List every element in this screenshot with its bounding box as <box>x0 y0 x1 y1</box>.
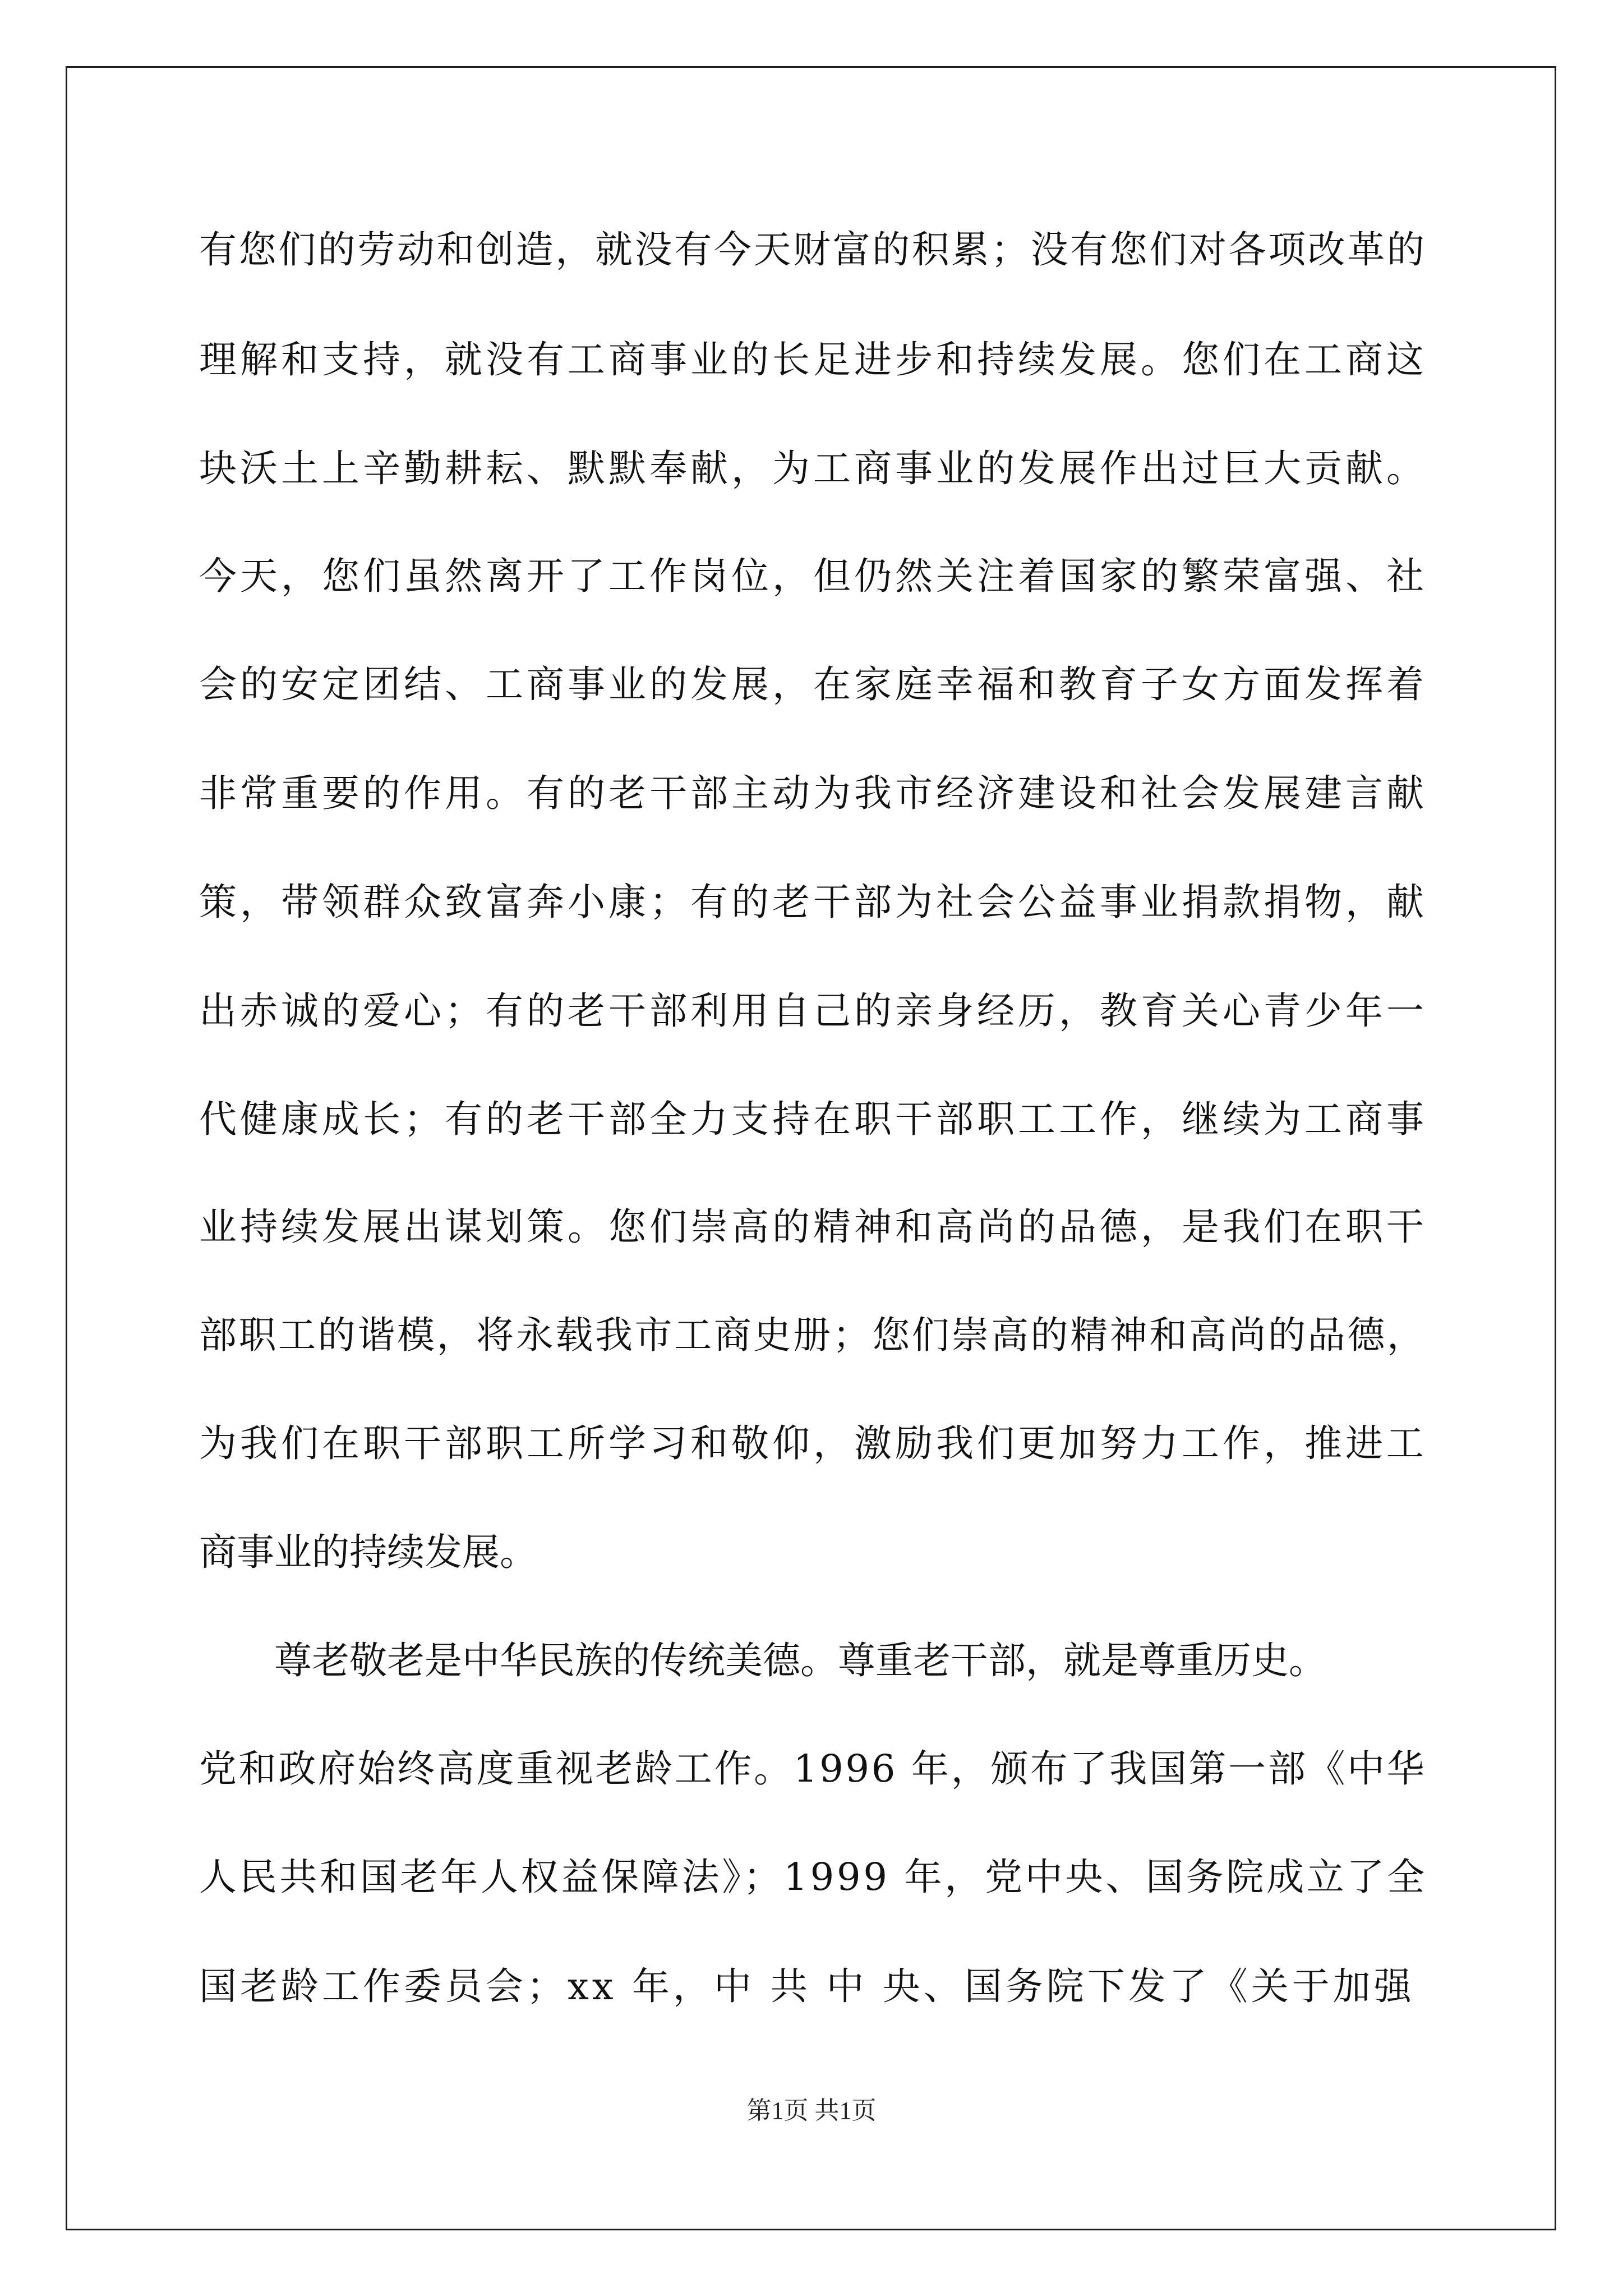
page-footer: 第1页 共1页 <box>746 2097 877 2124</box>
text-line: 非常重要的作用。有的老干部主动为我市经济建设和社会发展建言献 <box>199 771 1427 815</box>
text-line: 有您们的劳动和创造，就没有今天财富的积累；没有您们对各项改革的 <box>199 228 1427 272</box>
text-line: 商事业的持续发展。 <box>199 1530 537 1574</box>
text-line: 部职工的谐模，将永载我市工商史册；您们崇高的精神和高尚的品德， <box>199 1313 1427 1357</box>
paragraph-first-line: 尊老敬老是中华民族的传统美德。尊重老干部，就是尊重历史。 <box>274 1639 1326 1682</box>
text-line: 策，带领群众致富奔小康；有的老干部为社会公益事业捐款捐物，献 <box>199 880 1427 924</box>
text-line: 出赤诚的爱心；有的老干部利用自己的亲身经历，教育关心青少年一 <box>199 989 1427 1033</box>
text-line: 块沃土上辛勤耕耘、默默奉献，为工商事业的发展作出过巨大贡献。 <box>199 447 1427 490</box>
text-line: 业持续发展出谋划策。您们崇高的精神和高尚的品德，是我们在职干 <box>199 1205 1427 1249</box>
text-line: 代健康成长；有的老干部全力支持在职干部职工工作，继续为工商事 <box>199 1097 1427 1141</box>
text-line: 党和政府始终高度重视老龄工作。1996 年，颁布了我国第一部《中华 <box>199 1747 1427 1791</box>
text-line: 会的安定团结、工商事业的发展，在家庭幸福和教育子女方面发挥着 <box>199 662 1427 706</box>
text-line: 人民共和国老年人权益保障法》；1999 年，党中央、国务院成立了全 <box>199 1855 1428 1899</box>
document-body <box>199 0 1433 2296</box>
text-line: 国老龄工作委员会；xx 年，中 共 中 央、国务院下发了《关于加强 <box>199 1964 1415 2008</box>
text-line: 理解和支持，就没有工商事业的长足进步和持续发展。您们在工商这 <box>199 338 1427 381</box>
text-line: 为我们在职干部职工所学习和敬仰，激励我们更加努力工作，推进工 <box>199 1421 1427 1465</box>
text-line: 今天，您们虽然离开了工作岗位，但仍然关注着国家的繁荣富强、社 <box>199 554 1427 598</box>
